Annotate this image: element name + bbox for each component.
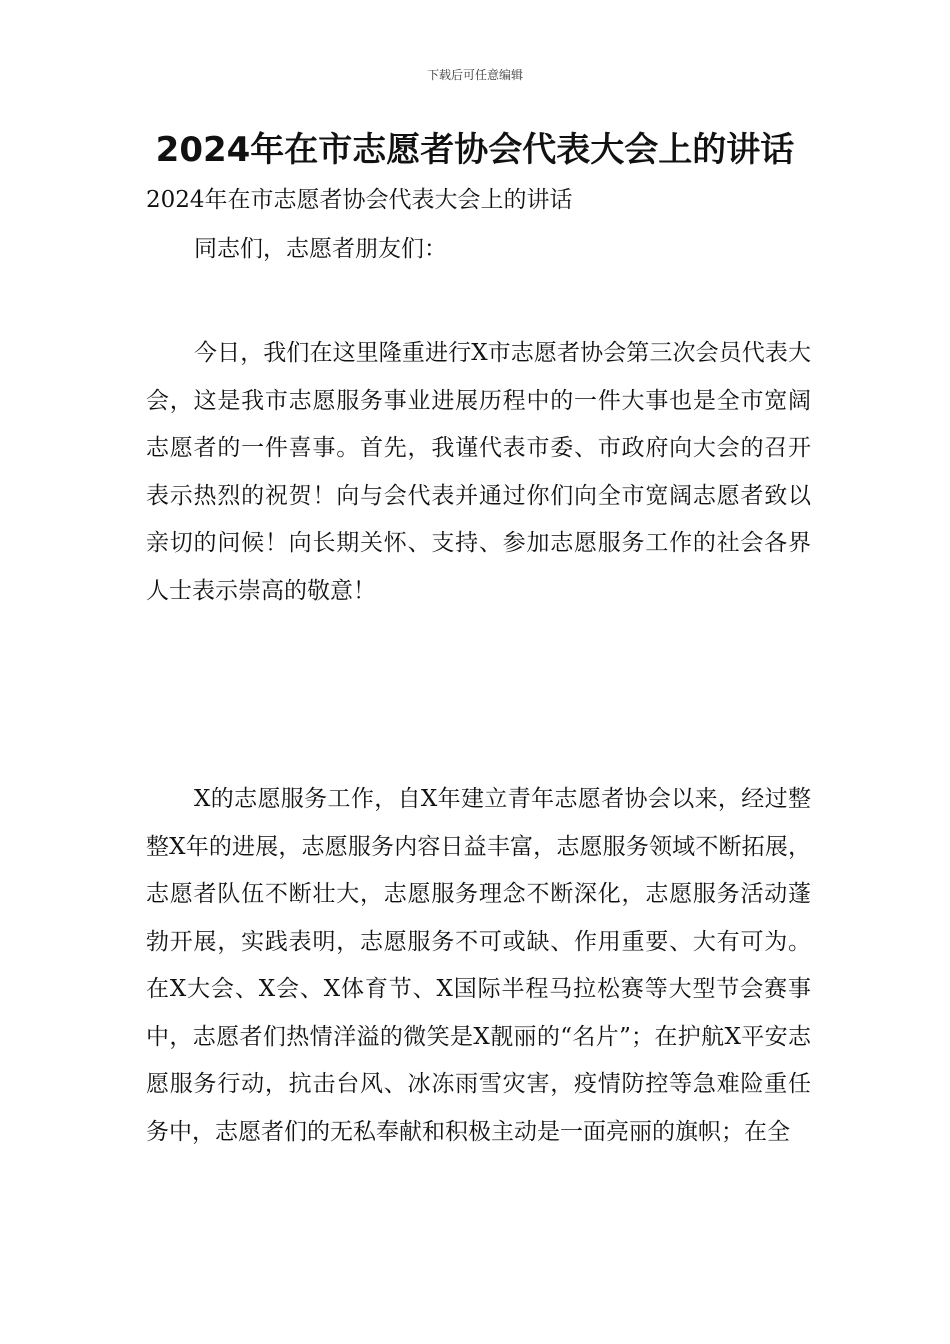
paragraph-history: X的志愿服务工作，自X年建立青年志愿者协会以来，经过整整X年的进展，志愿服务内容日益丰富，志愿服务领域不断拓展，志愿者队伍不断壮大，志愿服务理念不断深化，志愿服务活动蓬勃开展，实践表明，志愿服务不可或缺、作用重要、大有可为。在X大会、X会、X体育节、X国际半程马拉松赛等大型节会赛事中，志愿者们热情洋溢的微笑是X靓丽的“名片”；在护航X平安志愿服务行动，抗击台风、冰冻雨雪灾害，疫情防控等急难险重任务中，志愿者们的无私奉献和积极主动是一面亮丽的旗帜；在全 bbox=[146, 786, 811, 1145]
paragraph-opening: 今日，我们在这里隆重进行X市志愿者协会第三次会员代表大会，这是我市志愿服务事业进展历程中的一件大事也是全市宽阔志愿者的一件喜事。首先，我谨代表市委、市政府向大会的召开表示热烈的祝贺！向与会代表并通过你们向全市宽阔志愿者致以亲切的问候！向长期关怀、支持、参加志愿服务工作的社会各界人士表示崇高的敬意！ bbox=[146, 340, 811, 604]
salutation: 同志们，志愿者朋友们： bbox=[194, 236, 447, 262]
header-note: 下载后可任意编辑 bbox=[426, 68, 523, 82]
page-title: 2024年在市志愿者协会代表大会上的讲话 bbox=[155, 130, 795, 170]
document-subtitle: 2024年在市志愿者协会代表大会上的讲话 bbox=[146, 187, 573, 213]
